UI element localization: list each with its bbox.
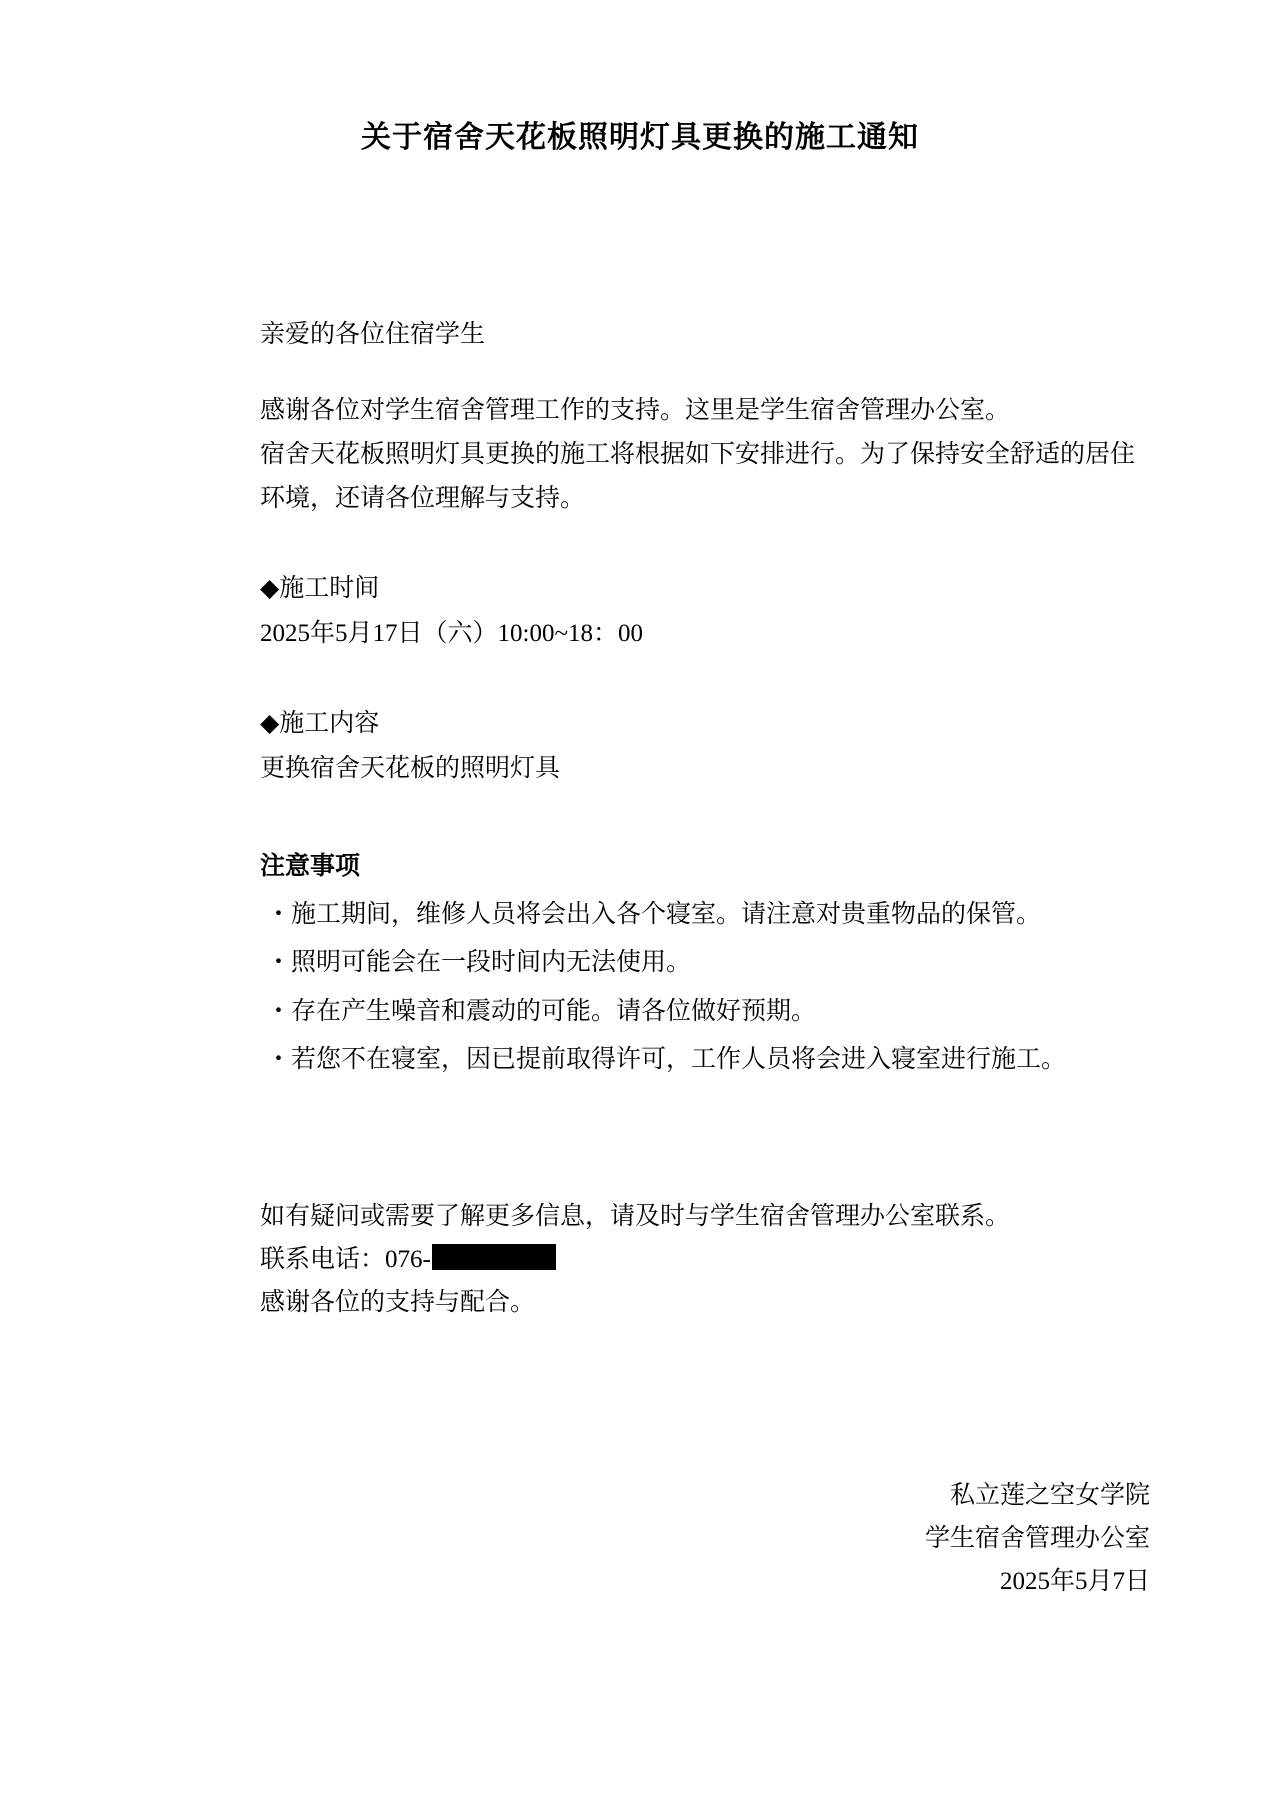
contact-phone-line bbox=[260, 1238, 1150, 1281]
list-item: ・若您不在寝室，因已提前取得许可，工作人员将会进入寝室进行施工。 bbox=[266, 1046, 1067, 1074]
contact-phone-label: 联系电话： bbox=[260, 1245, 386, 1273]
notes-heading: 注意事项 bbox=[260, 853, 361, 881]
contact-block bbox=[260, 1195, 1150, 1324]
signature-date: 2025年5月7日 bbox=[999, 1567, 1150, 1595]
section-heading-schedule: ◆施工时间 bbox=[260, 575, 380, 603]
page-title: 关于宿舍天花板照明灯具更换的施工通知 bbox=[361, 121, 919, 154]
redaction-bar bbox=[432, 1244, 556, 1270]
signature-organization: 私立莲之空女学院 bbox=[949, 1481, 1150, 1509]
contact-inquiry-line: 如有疑问或需要了解更多信息，请及时与学生宿舍管理办公室联系。 bbox=[260, 1202, 1011, 1230]
signature-department: 学生宿舍管理办公室 bbox=[924, 1524, 1150, 1552]
contact-closing-line: 感谢各位的支持与配合。 bbox=[260, 1288, 536, 1316]
section-content-work: 更换宿舍天花板的照明灯具 bbox=[260, 754, 561, 782]
contact-phone-prefix: 076- bbox=[385, 1245, 431, 1273]
list-item: ・存在产生噪音和震动的可能。请各位做好预期。 bbox=[266, 997, 817, 1025]
list-item: ・施工期间，维修人员将会出入各个寝室。请注意对贵重物品的保管。 bbox=[266, 900, 1042, 928]
document-body bbox=[130, 315, 1150, 1324]
section-content-schedule: 2025年5月17日（六）10:00~18：00 bbox=[260, 619, 643, 647]
section-heading-work: ◆施工内容 bbox=[260, 710, 380, 738]
intro-paragraph-2: 宿舍天花板照明灯具更换的施工将根据如下安排进行。为了保持安全舒适的居住环境，还请各位理解与支持。 bbox=[260, 440, 1136, 512]
list-item: ・照明可能会在一段时间内无法使用。 bbox=[266, 949, 692, 977]
intro-paragraph-1: 感谢各位对学生宿舍管理工作的支持。这里是学生宿舍管理办公室。 bbox=[260, 397, 1011, 424]
salutation: 亲爱的各位住宿学生 bbox=[260, 321, 486, 348]
signature-block bbox=[0, 1474, 1280, 1603]
